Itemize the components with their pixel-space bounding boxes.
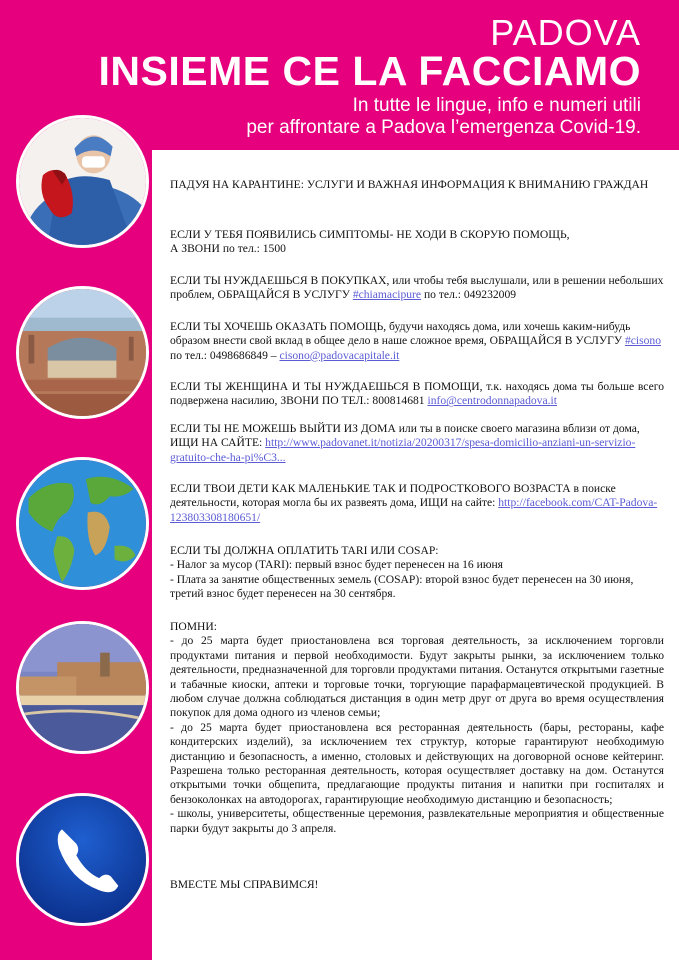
section-shopping <box>170 274 664 303</box>
section-symptoms <box>170 228 664 257</box>
header-city: PADOVA <box>490 12 641 53</box>
facebook-cat-link[interactable]: http://facebook.com/CAT-Padova-123803308180651/ <box>170 496 658 524</box>
globe-image <box>16 457 149 590</box>
stay-home-text: ЕСЛИ ТЫ НЕ МОЖЕШЬ ВЫЙТИ ИЗ ДОМА или ты в поиске своего магазина вблизи от дома, ИЩИ НА САЙТЕ: <box>170 422 640 450</box>
subtitle-line-2: per affrontare a Padova l’emergenza Covid-19. <box>246 117 641 138</box>
cisono-link[interactable]: #cisono <box>624 334 662 348</box>
shopping-phone: по тел.: 049232009 <box>421 288 517 302</box>
remember-item-1: - до 25 марта будет приостановлена вся торговая деятельность, за исключением торговли продуктами питания и первой необходимости. Будут закрыты рынки, за исключением только деятельности, предназначенной для торговли продуктами питания. Останутся открытыми газетные и табачные киоски, аптеки и торговые точки, торгующие парафармацевтической продукцией. В любом случае должна соблюдаться дистанция в один метр друг от друга во время осуществления покупок для дома одного из членов семьи; <box>170 634 664 720</box>
padova-aerial-image <box>16 286 149 419</box>
section-stay-home <box>170 422 664 465</box>
padovanet-link[interactable]: http://www.padovanet.it/notizia/20200317/spesa-domicilio-anziani-un-servizio-gratuito-che-ha-pi%C3... <box>170 436 636 464</box>
chiamacipure-link[interactable]: #chiamacipure <box>352 288 422 302</box>
section-remember <box>170 620 664 836</box>
header-title: INSIEME CE LA FACCIAMO <box>98 48 641 94</box>
section-tari-cosap <box>170 544 664 602</box>
tari-item-1: - Налог за мусор (TARI): первый взнос будет перенесен на 16 июня <box>170 558 504 572</box>
phone-icon <box>16 793 149 926</box>
section-quarantine-title: ПАДУЯ НА КАРАНТИНЕ: УСЛУГИ И ВАЖНАЯ ИНФОРМАЦИЯ К ВНИМАНИЮ ГРАЖДАН <box>170 178 649 191</box>
remember-item-3: - школы, университеты, общественные церемония, развлекательные мероприятия и общественные парки будут закрыты до 3 апреля. <box>170 807 664 835</box>
tari-item-2: - Плата за занятие общественных земель (COSAP): второй взнос будет перенесен на 30 июня, третий взнос будет перенесен на 30 сентября. <box>170 572 634 601</box>
section-children <box>170 482 664 525</box>
centrodonna-email-link[interactable]: info@centrodonnapadova.it <box>427 394 557 408</box>
cisono-email-link[interactable]: cisono@padovacapitale.it <box>279 348 400 362</box>
prato-della-valle-image <box>16 621 149 754</box>
tari-title: ЕСЛИ ТЫ ДОЛЖНА ОПЛАТИТЬ TARI ИЛИ COSAP: <box>170 544 439 557</box>
section-volunteer <box>170 320 664 363</box>
volunteer-text: ЕСЛИ ТЫ ХОЧЕШЬ ОКАЗАТЬ ПОМОЩЬ, будучи находясь дома, или хочешь каким-нибудь образом внести свой вклад в общее дело в наше сложное время, ОБРАЩАЙСЯ В УСЛУГУ <box>170 320 631 348</box>
remember-title: ПОМНИ: <box>170 620 218 633</box>
section-closing: ВМЕСТЕ МЫ СПРАВИМСЯ! <box>170 878 319 891</box>
header-subtitle <box>246 95 641 139</box>
symptoms-line-2: А ЗВОНИ по тел.: 1500 <box>170 242 286 256</box>
volunteer-phone: по тел.: 0498686849 – <box>170 348 280 362</box>
section-women <box>170 380 664 409</box>
children-text: ЕСЛИ ТВОИ ДЕТИ КАК МАЛЕНЬКИЕ ТАК И ПОДРОСТКОВОГО ВОЗРАСТА в поиске деятельности, которая могла бы их развеять дома, ИЩИ на сайте: <box>170 482 616 510</box>
women-text: ЕСЛИ ТЫ ЖЕНЩИНА И ТЫ НУЖДАЕШЬСЯ В ПОМОЩИ, т.к. находясь дома ты больше всего подвержена насилию, ЗВОНИ ПО ТЕЛ.: 800814681 <box>170 380 664 408</box>
nurse-image <box>16 115 149 248</box>
shopping-text: ЕСЛИ ТЫ НУЖДАЕШЬСЯ В ПОКУПКАХ, или чтобы тебя выслушали, или в решении небольших проблем, ОБРАЩАЙСЯ В УСЛУГУ <box>170 274 664 302</box>
remember-item-2: - до 25 марта будет приостановлена вся ресторанная деятельность (бары, рестораны, кафе кондитерских изделий), за исключением тех структур, которые гарантируют необходимую дистанцию и безопасность, а именно, столовых и действующих на договорной основе кейтеринг. Разрешена только ресторанная деятельность, которая осуществляет доставку на дом. Останутся открытыми точки общепита, предлагающие продукты питания и напитки при госпиталях и бензоколонках на автодорогах, гарантирующие необходимую дистанцию и безопасность; <box>170 720 664 806</box>
subtitle-line-1: In tutte le lingue, info e numeri utili <box>352 95 641 116</box>
symptoms-line-1: ЕСЛИ У ТЕБЯ ПОЯВИЛИСЬ СИМПТОМЫ- НЕ ХОДИ В СКОРУЮ ПОМОЩЬ, <box>170 228 570 241</box>
